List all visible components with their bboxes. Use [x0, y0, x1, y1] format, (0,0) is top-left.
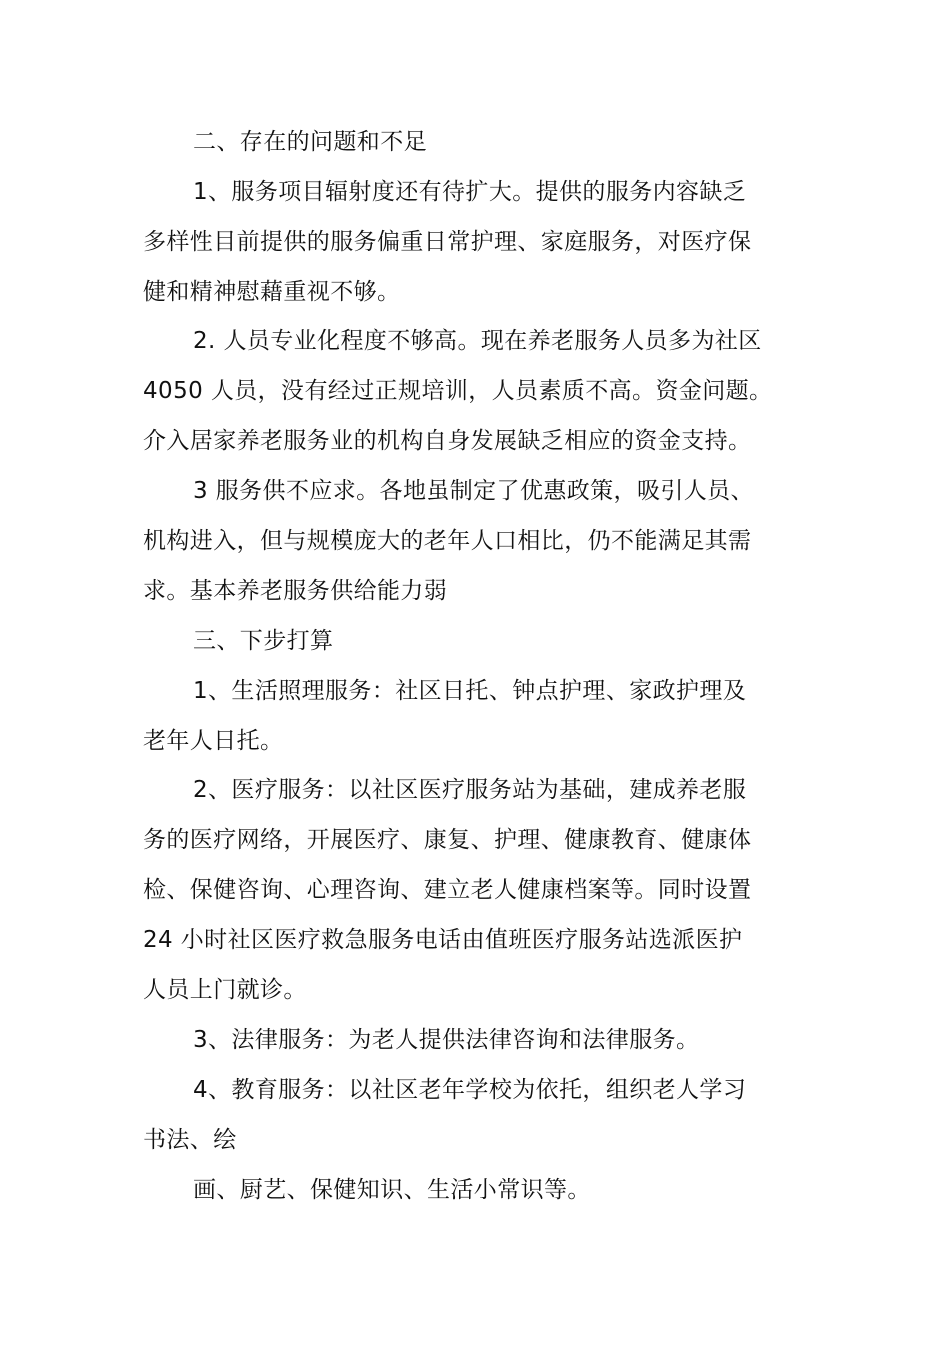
section-heading-problems: 二、存在的问题和不足: [193, 129, 427, 155]
paragraph-line: 书法、绘: [143, 1127, 237, 1153]
paragraph-line: 1、生活照理服务：社区日托、钟点护理、家政护理及: [193, 678, 747, 704]
paragraph-line: 2. 人员专业化程度不够高。现在养老服务人员多为社区: [193, 328, 762, 354]
paragraph-line: 多样性目前提供的服务偏重日常护理、家庭服务，对医疗保: [143, 229, 752, 255]
paragraph-line: 1、服务项目辐射度还有待扩大。提供的服务内容缺乏: [193, 179, 747, 205]
paragraph-line: 4、教育服务：以社区老年学校为依托，组织老人学习: [193, 1077, 747, 1103]
paragraph-line: 健和精神慰藉重视不够。: [143, 279, 401, 305]
paragraph-line: 2、医疗服务：以社区医疗服务站为基础，建成养老服: [193, 777, 747, 803]
paragraph-line: 求。基本养老服务供给能力弱: [143, 578, 448, 604]
paragraph-line: 务的医疗网络，开展医疗、康复、护理、健康教育、健康体: [143, 827, 752, 853]
paragraph-line: 画、厨艺、保健知识、生活小常识等。: [193, 1177, 591, 1203]
paragraph-line: 人员上门就诊。: [143, 977, 307, 1003]
paragraph-line: 3 服务供不应求。各地虽制定了优惠政策，吸引人员、: [193, 478, 754, 504]
paragraph-line: 3、法律服务：为老人提供法律咨询和法律服务。: [193, 1027, 700, 1053]
paragraph-line: 检、保健咨询、心理咨询、建立老人健康档案等。同时设置: [143, 877, 752, 903]
paragraph-line: 4050 人员，没有经过正规培训，人员素质不高。资金问题。: [143, 378, 773, 404]
paragraph-line: 机构进入，但与规模庞大的老年人口相比，仍不能满足其需: [143, 528, 752, 554]
section-heading-next-steps: 三、下步打算: [193, 628, 334, 654]
paragraph-line: 老年人日托。: [143, 728, 284, 754]
paragraph-line: 介入居家养老服务业的机构自身发展缺乏相应的资金支持。: [143, 428, 752, 454]
paragraph-line: 24 小时社区医疗救急服务电话由值班医疗服务站选派医护: [143, 927, 743, 953]
